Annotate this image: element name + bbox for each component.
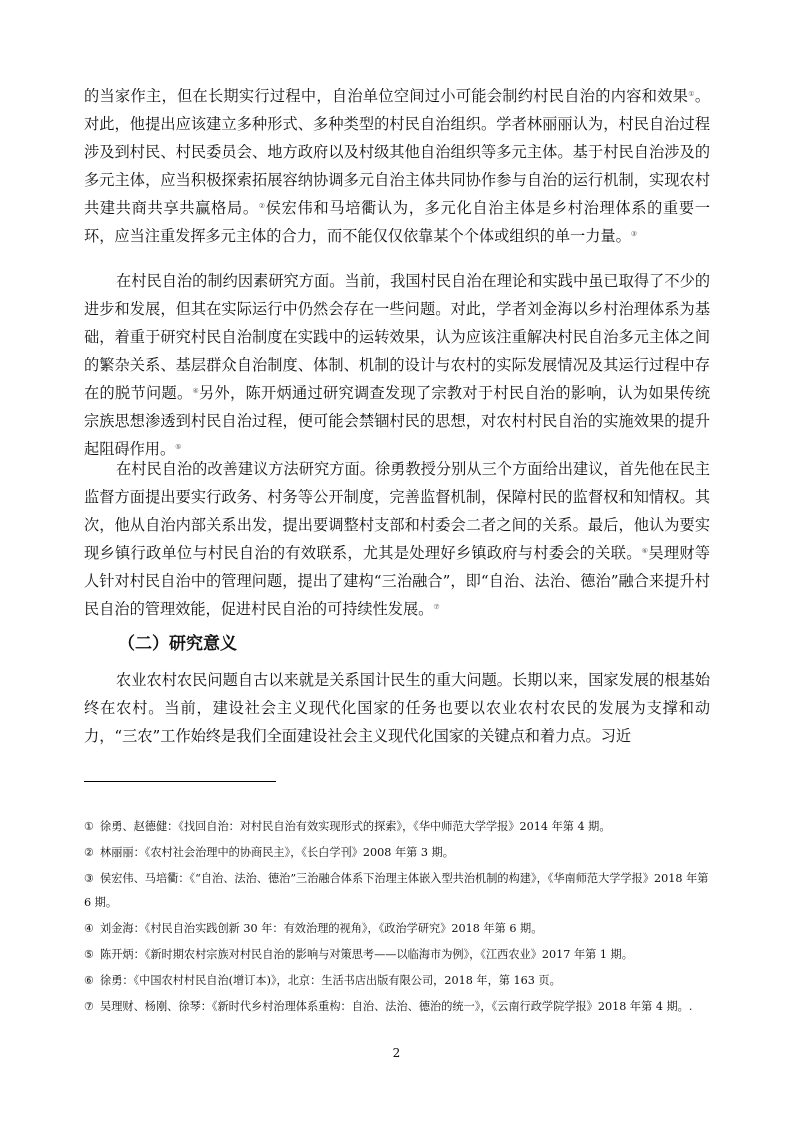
- footnote-text: 吴理财、杨刚、徐琴：《新时代乡村治理体系重构：自治、法治、德治的统一》，《云南行政学院学报》2018 年第 4 期。.: [100, 999, 693, 1013]
- footnote-text: 徐勇、赵德健：《找回自治：对村民自治有效实现形式的探索》，《华中师范大学学报》2014 年第 4 期。: [100, 820, 611, 833]
- paragraph-text: 侯宏伟和马培衢认为，多元化自治主体是乡村治理体系的重要一环，应当注重发挥多元主体的合力，而不能仅仅依靠某个个体或组织的单一力量。: [84, 199, 711, 245]
- footnote-item: [84, 867, 710, 914]
- footnote-item: [84, 969, 710, 993]
- footnote-reference[interactable]: ⑥: [641, 547, 649, 555]
- body-paragraph-3: [84, 455, 710, 623]
- footnote-text: 徐勇：《中国农村村民自治(增订本)》，北京：生活书店出版有限公司，2018 年，第 163 页。: [100, 973, 561, 987]
- paragraph-text: 的当家作主，但在长期实行过程中，自治单位空间过小可能会制约村民自治的内容和效果: [84, 87, 689, 105]
- body-paragraph-4: 农业农村农民问题自古以来就是关系国计民生的重大问题。长期以来，国家发展的根基始终在农村。当前，建设社会主义现代化国家的任务也要以农业农村农民的发展为支撑和动力，“三农”工作始终是我们全面建设社会主义现代化国家的关键点和着力点。习近: [84, 671, 710, 745]
- footnote-reference[interactable]: ①: [688, 90, 695, 98]
- page-number: 2: [392, 1046, 401, 1060]
- footnote-marker: ③: [84, 872, 95, 885]
- footnote-item: [84, 943, 710, 967]
- paragraph-text: 。对此，他提出应该建立多种形式、多种类型的村民自治组织。学者林丽丽认为，村民自治过程涉及到村民、村民委员会、地方政府以及村级其他自治组织等多元主体。基于村民自治涉及的多元主体，应当积极探索拓展容纳协调多元自治主体共同协作参与自治的运行机制，实现农村共建共商共享共赢格局。: [84, 87, 711, 217]
- footnote-text: 刘金海：《村民自治实践创新 30 年：有效治理的视角》，《政治学研究》2018 年第 6 期。: [100, 921, 543, 935]
- footnote-item: [84, 815, 710, 839]
- footnote-item: [84, 917, 710, 941]
- footnote-reference[interactable]: ②: [258, 202, 266, 210]
- section-heading: （二）研究意义: [118, 634, 237, 654]
- footnote-marker: ①: [84, 820, 95, 833]
- paragraph-text: 另外，陈开炳通过研究调查发现了宗教对于村民自治的影响，认为如果传统宗族思想渗透到村民自治过程，便可能会禁锢村民的思想，对农村村民自治的实施效果的提升起阻碍作用。: [84, 384, 711, 458]
- footnote-divider: [84, 781, 276, 782]
- footnote-marker: ⑥: [84, 973, 95, 987]
- footnote-item: [84, 841, 710, 865]
- footnote-text: 侯宏伟、马培衢：《“自治、法治、德治”三治融合体系下治理主体嵌入型共治机制的构建》，《华南师范大学学报》2018 年第 6 期。: [84, 872, 709, 909]
- footnote-text: 林丽丽：《农村社会治理中的协商民主》，《长白学刊》2008 年第 3 期。: [100, 846, 454, 859]
- footnote-reference[interactable]: ③: [630, 230, 638, 238]
- footnote-reference[interactable]: ⑦: [433, 603, 440, 611]
- body-paragraph-1: [84, 82, 710, 250]
- footnote-marker: ④: [84, 921, 95, 935]
- footnote-list: [84, 815, 710, 1021]
- footnote-item: [84, 995, 710, 1019]
- footnote-marker: ⑦: [84, 999, 95, 1013]
- footnote-reference[interactable]: ④: [192, 387, 200, 395]
- footnote-reference[interactable]: ⑤: [175, 443, 182, 451]
- paragraph-text: 吴理财等人针对村民自治中的管理问题，提出了建构“三治融合”，即“自治、法治、德治”融合来提升村民自治的管理效能，促进村民自治的可持续性发展。: [84, 544, 711, 618]
- paragraph-text: 在村民自治的制约因素研究方面。当前，我国村民自治在理论和实践中虽已取得了不少的进步和发展，但其在实际运行中仍然会存在一些问题。对此，学者刘金海以乡村治理体系为基础，着重于研究村民自治制度在实践中的运转效果，认为应该注重解决村民自治多元主体之间的繁杂关系、基层群众自治制度、体制、机制的设计与农村的实际发展情况及其运行过程中存在的脱节问题。: [84, 272, 710, 402]
- footnote-marker: ②: [84, 846, 95, 859]
- footnote-marker: ⑤: [84, 947, 95, 961]
- paragraph-text: 在村民自治的改善建议方法研究方面。徐勇教授分别从三个方面给出建议，首先他在民主监督方面提出要实行政务、村务等公开制度，完善监督机制，保障村民的监督权和知情权。其次，他从自治内部关系出发，提出要调整村支部和村委会二者之间的关系。最后，他认为要实现乡镇行政单位与村民自治的有效联系，尤其是处理好乡镇政府与村委会的关联。: [84, 460, 710, 562]
- footnote-text: 陈开炳：《新时期农村宗族对村民自治的影响与对策思考——以临海市为例》，《江西农业》2017 年第 1 期。: [100, 947, 633, 961]
- body-paragraph-2: [84, 267, 710, 463]
